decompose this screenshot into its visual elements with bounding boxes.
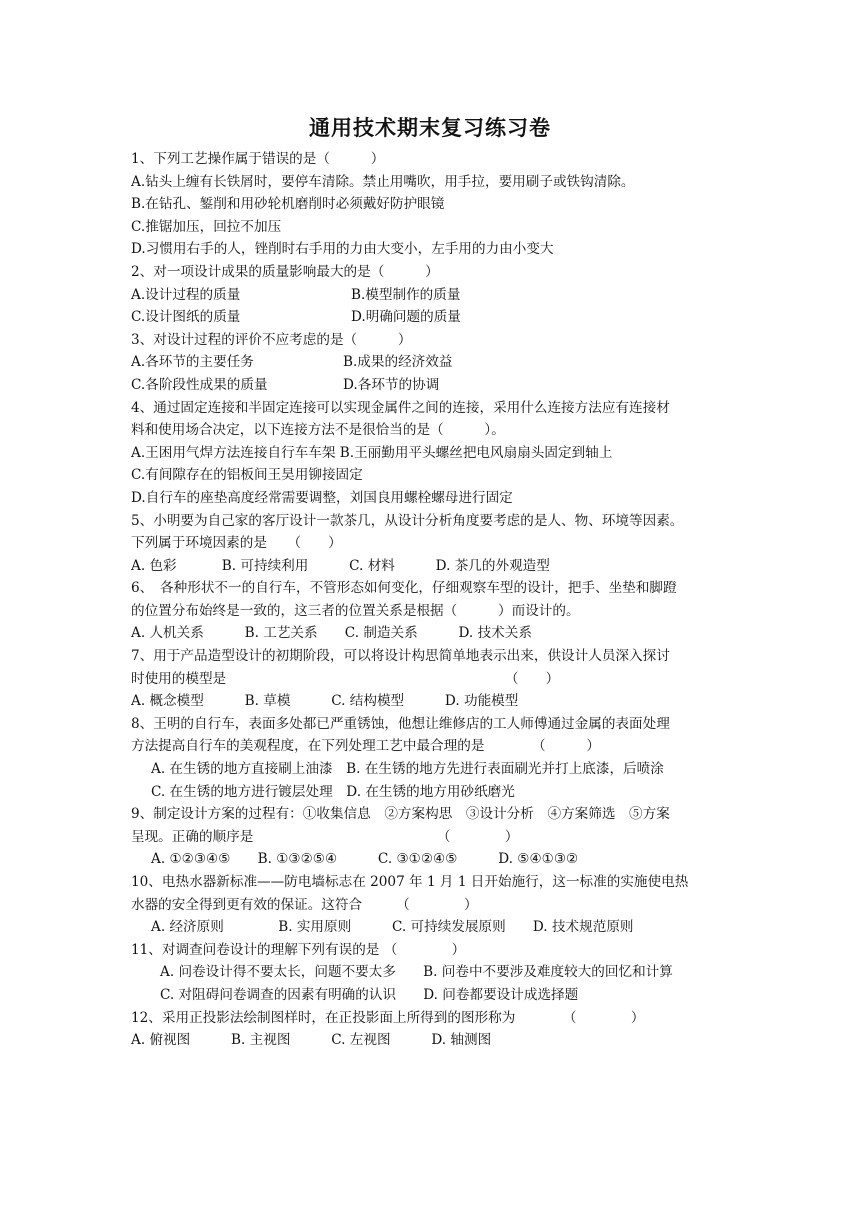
option-2d: D.明确问题的质量 — [351, 309, 461, 326]
question-5-line-2: 下列属于环境因素的是 （ ） — [131, 535, 342, 552]
question-3: 3、对设计过程的评价不应考虑的是（ ） — [131, 331, 412, 348]
question-8-line-1: 8、王明的自行车，表面多处都已严重锈蚀，他想让维修店的工人师傅通过金属的表面处理 — [131, 715, 670, 732]
option-2b: B.模型制作的质量 — [351, 286, 461, 303]
option-3d: D.各环节的协调 — [343, 376, 440, 393]
option-3a: A.各环节的主要任务 — [131, 354, 254, 371]
question-11: 11、对调查问卷设计的理解下列有误的是 （ ） — [131, 941, 466, 958]
option-1c: C.推锯加压，回拉不加压 — [131, 218, 282, 235]
question-6-line-1: 6、 各种形状不一的自行车，不管形态如何变化，仔细观察车型的设计，把手、坐垫和脚蹬 — [131, 580, 677, 597]
options-9: A. ①②③④⑤ B. ①③②⑤④ C. ③①②④⑤ D. ⑤④①③② — [151, 851, 579, 868]
question-8-line-2: 方法提高自行车的美观程度，在下列处理工艺中最合理的是 （ ） — [131, 738, 600, 755]
question-2: 2、对一项设计成果的质量影响最大的是（ ） — [131, 263, 439, 280]
question-9-line-1: 9、制定设计方案的过程有：①收集信息 ②方案构思 ③设计分析 ④方案筛选 ⑤方案 — [131, 806, 670, 823]
question-10-line-1: 10、电热水器新标准——防电墙标志在 2007 年 1 月 1 日开始施行，这一标准的实施使电热 — [131, 874, 689, 890]
question-6-line-2: 的位置分布始终是一致的，这三者的位置关系是根据（ ）而设计的。 — [131, 602, 580, 619]
options-3ab — [131, 351, 741, 374]
options-2cd — [131, 306, 741, 329]
page-title: 通用技术期末复习练习卷 — [309, 116, 551, 140]
question-list — [131, 148, 741, 1052]
option-4c: C.有间隙存在的铝板间王昊用铆接固定 — [131, 467, 363, 484]
question-7-line-1: 7、用于产品造型设计的初期阶段，可以将设计构思简单地表示出来，供设计人员深入探讨 — [131, 648, 670, 665]
question-10-line-2: 水器的安全得到更有效的保证。这符合 （ ） — [131, 896, 478, 913]
option-1a: A.钻头上缠有长铁屑时，要停车清除。禁止用嘴吹，用手拉，要用刷子或铁钩清除。 — [131, 173, 635, 190]
question-1: 1、下列工艺操作属于错误的是（ ） — [131, 151, 385, 167]
options-8ab: A. 在生锈的地方直接刷上油漆 B. 在生锈的地方先进行表面刷光并打上底漆，后喷涂 — [151, 761, 664, 778]
option-1b: B.在钻孔、錾削和用砂轮机磨削时必须戴好防护眼镜 — [131, 196, 445, 213]
options-4ab: A.王困用气焊方法连接自行车车架 B.王丽勤用平头螺丝把电风扇扇头固定到轴上 — [131, 444, 613, 461]
options-3cd — [131, 374, 741, 397]
question-9-line-2: 呈现。正确的顺序是 （ ） — [131, 828, 519, 845]
options-5: A. 色彩 B. 可持续利用 C. 材料 D. 茶几的外观造型 — [131, 557, 550, 574]
option-2c: C.设计图纸的质量 — [131, 309, 241, 326]
question-12: 12、采用正投影法绘制图样时，在正投影面上所得到的图形称为 （ ） — [131, 1009, 645, 1026]
options-8cd: C. 在生锈的地方进行镀层处理 D. 在生锈的地方用砂纸磨光 — [151, 783, 515, 800]
options-2ab — [131, 284, 741, 307]
question-5-line-1: 5、小明要为自己家的客厅设计一款茶几，从设计分析角度要考虑的是人、物、环境等因素。 — [131, 512, 684, 529]
question-4-line-2: 料和使用场合决定，以下连接方法不是很恰当的是（ ）。 — [131, 422, 505, 439]
options-11cd: C. 对阻碍问卷调查的因素有明确的认识 D. 问卷都要设计成选择题 — [160, 986, 579, 1003]
option-3b: B.成果的经济效益 — [343, 354, 453, 371]
option-3c: C.各阶段性成果的质量 — [131, 376, 268, 393]
question-4-line-1: 4、通过固定连接和半固定连接可以实现金属件之间的连接，采用什么连接方法应有连接材 — [131, 399, 670, 416]
options-6: A. 人机关系 B. 工艺关系 C. 制造关系 D. 技术关系 — [131, 625, 532, 642]
options-11ab: A. 问卷设计得不要太长，问题不要太多 B. 问卷中不要涉及难度较大的回忆和计算 — [160, 964, 673, 981]
options-7: A. 概念模型 B. 草模 C. 结构模型 D. 功能模型 — [131, 693, 519, 710]
options-10: A. 经济原则 B. 实用原则 C. 可持续发展原则 D. 技术规范原则 — [151, 919, 634, 936]
options-12: A. 俯视图 B. 主视图 C. 左视图 D. 轴测图 — [131, 1032, 492, 1049]
question-7-line-2: 时使用的模型是 （ ） — [131, 670, 560, 687]
option-4d: D.自行车的座垫高度经常需要调整，刘国良用螺栓螺母进行固定 — [131, 489, 513, 506]
option-1d: D.习惯用右手的人，锉削时右手用的力由大变小，左手用的力由小变大 — [131, 241, 554, 258]
option-2a: A.设计过程的质量 — [131, 286, 241, 303]
